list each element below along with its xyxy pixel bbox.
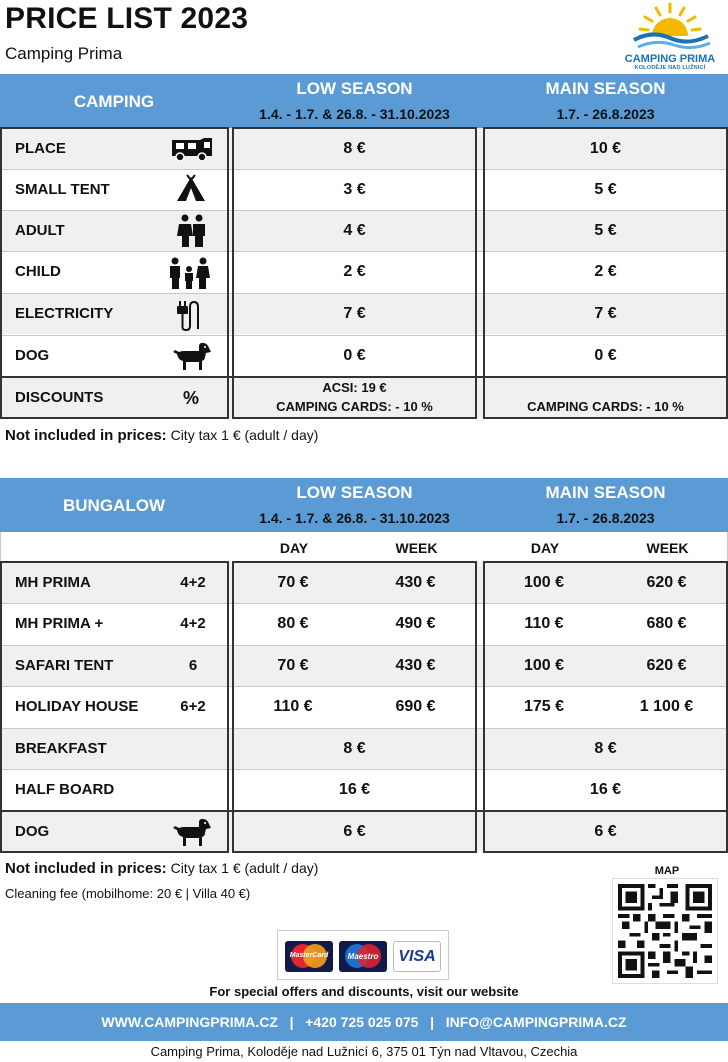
low-day-price: 110 € [273,698,313,715]
row-label: DOG [15,823,50,840]
maestro-logo [339,941,387,972]
bungalow-label-column-box [0,561,229,853]
low-week-header: WEEK [395,540,438,556]
capacity: 6 [188,657,198,674]
low-season-discount-acsi: ACSI: 19 € [322,380,387,395]
camping-main-season-dates: 1.7. - 26.8.2023 [556,106,655,122]
camping-main-season-box [483,127,728,419]
row-label: MH PRIMA + [15,615,104,632]
bungalow-header-band [0,478,728,532]
camping-section-label: CAMPING [73,92,155,111]
low-season-price: 6 € [343,823,366,840]
main-season-price: 7 € [594,305,617,322]
row-label: DISCOUNTS [15,389,104,406]
main-day-header: DAY [530,540,560,556]
main-season-price: 5 € [594,181,617,198]
contact-bar[interactable]: WWW.CAMPINGPRIMA.CZ | +420 725 025 075 | INFO@CAMPINGPRIMA.CZ [0,1003,728,1041]
low-week-price: 690 € [395,698,436,715]
main-week-price: 680 € [646,615,687,632]
main-week-price: 620 € [646,657,687,674]
capacity: 4+2 [180,615,206,632]
map-label: MAP [654,865,680,877]
bungalow-main-season-box [483,561,728,853]
bungalow-price-note [5,860,318,877]
sun-waves-icon [612,2,728,52]
percent-symbol: % [182,388,199,408]
note-text: City tax 1 € (adult / day) [166,860,319,876]
bungalow-low-season-dates: 1.4. - 1.7. & 26.8. - 31.10.2023 [259,510,450,526]
camper-icon [170,134,214,162]
low-season-price: 16 € [338,781,371,798]
main-season-price: 8 € [594,740,617,757]
low-season-price: 4 € [343,222,366,239]
qr-code-icon [618,884,712,978]
logo-location: KOLODĚJE NAD LUŽNICÍ [634,65,706,71]
main-season-price: 6 € [594,823,617,840]
cleaning-fee-note: Cleaning fee (mobilhome: 20 € | Villa 40 €) [5,886,251,901]
promo-text: For special offers and discounts, visit our website [209,984,519,999]
bungalow-low-season-box [232,561,477,853]
low-week-price: 490 € [395,615,436,632]
main-week-price: 1 100 € [639,698,694,715]
main-day-price: 110 € [524,615,564,632]
low-season-price: 8 € [343,140,366,157]
low-day-header: DAY [279,540,309,556]
main-season-price: 0 € [594,347,617,364]
main-season-discount-cards: CAMPING CARDS: - 10 % [527,399,684,414]
camping-low-season-box [232,127,477,419]
camping-price-note [5,427,318,444]
bungalow-low-season-label: LOW SEASON [296,483,413,502]
main-season-price: 2 € [594,263,617,280]
low-day-price: 70 € [277,657,309,674]
camping-prima-logo [612,2,728,72]
mastercard-text: MasterCard [289,952,329,959]
main-week-price: 620 € [646,574,687,591]
row-label: SAFARI TENT [15,657,114,674]
main-season-price: 16 € [589,781,622,798]
low-day-price: 80 € [277,615,309,632]
page-title: PRICE LIST 2023 [5,2,249,35]
row-label: BREAKFAST [15,740,107,757]
low-season-price: 0 € [343,347,366,364]
low-season-discount-cards: CAMPING CARDS: - 10 % [276,399,433,414]
row-label: DOG [15,347,50,364]
main-day-price: 100 € [523,574,565,591]
capacity: 6+2 [180,698,206,715]
bungalow-subheader [0,532,728,562]
main-season-price: 5 € [594,222,617,239]
low-season-price: 3 € [343,181,366,198]
dog-icon [172,816,212,848]
bungalow-main-season-dates: 1.7. - 26.8.2023 [556,510,655,526]
note-label: Not included in prices: [5,427,167,444]
low-week-price: 430 € [395,574,436,591]
note-label: Not included in prices: [5,860,167,877]
bungalow-main-season-label: MAIN SEASON [545,483,666,502]
row-label: ELECTRICITY [15,305,114,322]
low-season-price: 2 € [343,263,366,280]
visa-logo [393,941,441,972]
row-label: PLACE [15,140,66,157]
note-text: City tax 1 € (adult / day) [166,427,319,443]
camping-low-season-label: LOW SEASON [296,79,413,98]
camping-header-band [0,74,728,128]
logo-name: CAMPING PRIMA [624,53,716,65]
row-label: MH PRIMA [15,574,91,591]
low-week-price: 430 € [395,657,436,674]
address-text: Camping Prima, Koloděje nad Lužnicí 6, 375 01 Týn nad Vltavou, Czechia [150,1044,578,1059]
page-subtitle: Camping Prima [5,44,123,63]
plug-icon [176,299,200,331]
camping-low-season-dates: 1.4. - 1.7. & 26.8. - 31.10.2023 [259,106,450,122]
family-icon [168,256,210,290]
tent-icon [174,174,208,204]
low-day-price: 70 € [277,574,309,591]
bungalow-section-label: BUNGALOW [63,496,165,515]
low-season-price: 8 € [343,740,366,757]
main-season-price: 10 € [589,140,622,157]
row-label: SMALL TENT [15,181,110,198]
mastercard-logo [285,941,333,972]
maestro-text: Maestro [347,952,379,961]
row-label: HALF BOARD [15,781,115,798]
main-day-price: 175 € [523,698,565,715]
row-label: HOLIDAY HOUSE [15,698,139,715]
row-label: ADULT [15,222,65,239]
camping-main-season-label: MAIN SEASON [545,79,666,98]
main-week-header: WEEK [646,540,689,556]
capacity: 4+2 [180,574,206,591]
adults-icon [176,214,208,248]
visa-text: VISA [398,948,436,965]
row-label: CHILD [15,263,61,280]
payment-methods [277,930,449,980]
main-day-price: 100 € [523,657,565,674]
dog-icon [172,340,212,372]
low-season-price: 7 € [343,305,366,322]
map-qr-code[interactable] [612,878,718,984]
